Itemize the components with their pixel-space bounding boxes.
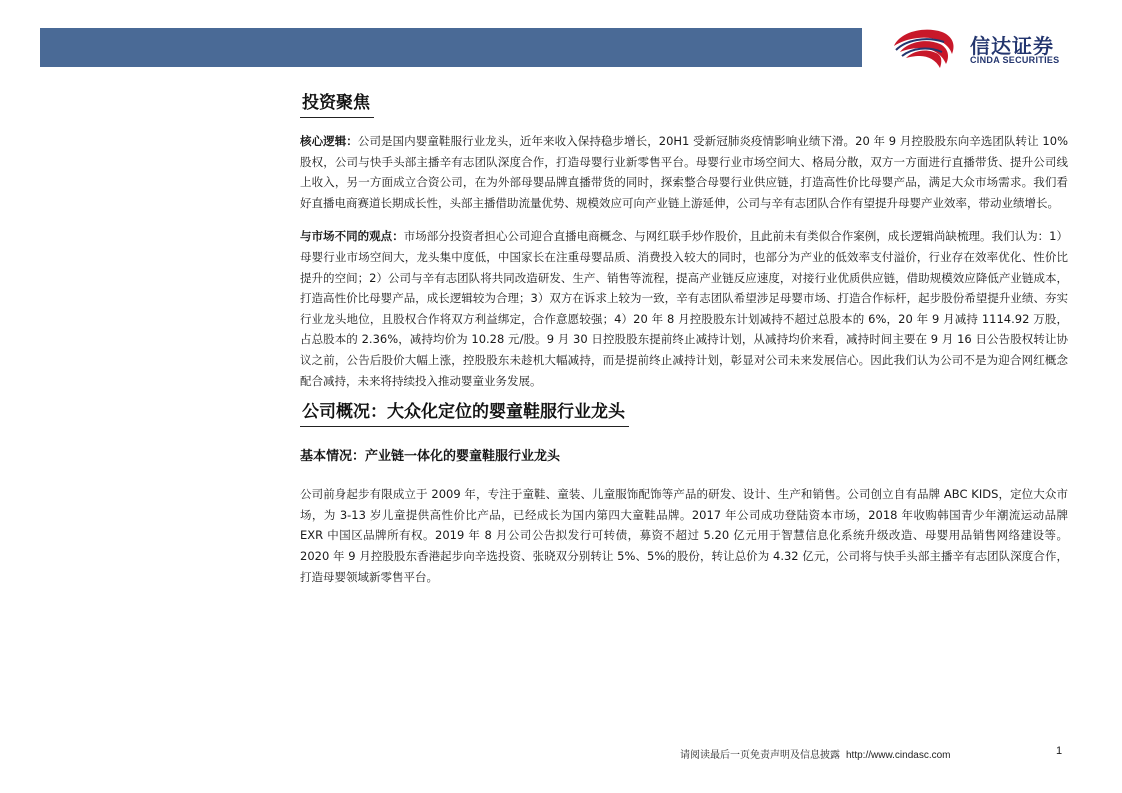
page-number: 1 xyxy=(1056,745,1063,757)
website-link[interactable]: http://www.cindasc.com xyxy=(846,750,951,761)
header-bar xyxy=(40,28,862,67)
cinda-logo xyxy=(890,24,1090,72)
report-body xyxy=(300,88,1068,587)
footer-disclaimer xyxy=(680,746,950,761)
core-logic-label: 核心逻辑： xyxy=(300,134,358,148)
section-title-investment-focus: 投资聚焦 xyxy=(300,88,374,118)
disclaimer-text: 请阅读最后一页免责声明及信息披露 xyxy=(680,750,840,761)
basic-info-paragraph: 公司前身起步有限成立于 2009 年，专注于童鞋、童装、儿童服饰配饰等产品的研发、设计、生产和销售。公司创立自有品牌 ABC KIDS，定位大众市场，为 3-13 岁儿童提供高性价比产品，已经成长为国内第四大童鞋品牌。2017 年公司成功登陆资本市场，2018 年收购韩国青少年潮流运动品牌 EXR 中国区品牌所有权。2019 年 8 月公司公告拟发行可转债，募资不超过 5.20 亿元用于智慧信息化系统升级改造、母婴用品销售网络建设等。2020 年 9 月控股股东香港起步向辛选投资、张晓双分别转让 5%、5%的股份，转让总价为 4.32 亿元，公司将与快手头部主播辛有志团队深度合作，打造母婴领域新零售平台。 xyxy=(300,487,1068,584)
cinda-emblem-icon xyxy=(890,24,960,72)
basic-info-subtitle: 基本情况：产业链一体化的婴童鞋服行业龙头 xyxy=(300,449,561,465)
differing-view-label: 与市场不同的观点： xyxy=(300,229,404,244)
logo-chinese-name: 信达证券 xyxy=(970,34,1054,58)
section-title-company-overview: 公司概况：大众化定位的婴童鞋服行业龙头 xyxy=(300,397,629,427)
differing-view-paragraph xyxy=(300,226,1068,391)
core-logic-paragraph xyxy=(300,131,1068,213)
differing-view-text: 市场部分投资者担心公司迎合直播电商概念、与网红联手炒作股价，且此前未有类似合作案例，成长逻辑尚缺梳理。我们认为：1）母婴行业市场空间大，龙头集中度低，中国家长在注重母婴品质、消费投入较大的同时，也部分为产业的低效率支付溢价，行业存在效率优化、性价比提升的空间；2）公司与辛有志团队将共同改造研发、生产、销售等流程，提高产业链反应速度，对接行业优质供应链，借助规模效应降低产业链成本，打造高性价比母婴产品，成长逻辑较为合理；3）双方在诉求上较为一致，辛有志团队希望涉足母婴市场、打造合作标杆，起步股份希望提升业绩、夯实行业龙头地位，且股权合作将双方利益绑定，合作意愿较强；4）20 年 8 月控股股东计划减持不超过总股本的 6%，20 年 9 月减持 1114.92 万股，占总股本的 2.36%，减持均价为 10.28 元/股。9 月 30 日控股股东提前终止减持计划，从减持均价来看，减持时间主要在 9 月 16 日公告股权转让协议之前，公告后股价大幅上涨，控股股东未趁机大幅减持，而是提前终止减持计划，彰显对公司未来发展信心。因此我们认为公司不是为迎合网红概念配合减持，未来将持续投入推动婴童业务发展。 xyxy=(300,229,1069,388)
core-logic-text: 公司是国内婴童鞋服行业龙头，近年来收入保持稳步增长，20H1 受新冠肺炎疫情影响业绩下滑。20 年 9 月控股股东向辛选团队转让 10%股权，公司与快手头部主播辛有志团队深度合作，打造母婴行业新零售平台。母婴行业市场空间大、格局分散，双方一方面进行直播带货、提升公司线上收入，另一方面成立合资公司，在为外部母婴品牌直播带货的同时，探索整合母婴行业供应链，打造高性价比母婴产品，满足大众市场需求。我们看好直播电商赛道长期成长性，头部主播借助流量优势、规模效应可向产业链上游延伸，公司与辛有志团队合作有望提升母婴产业效率，带动业绩增长。 xyxy=(300,134,1068,210)
logo-english-name: CINDA SECURITIES xyxy=(970,55,1060,65)
